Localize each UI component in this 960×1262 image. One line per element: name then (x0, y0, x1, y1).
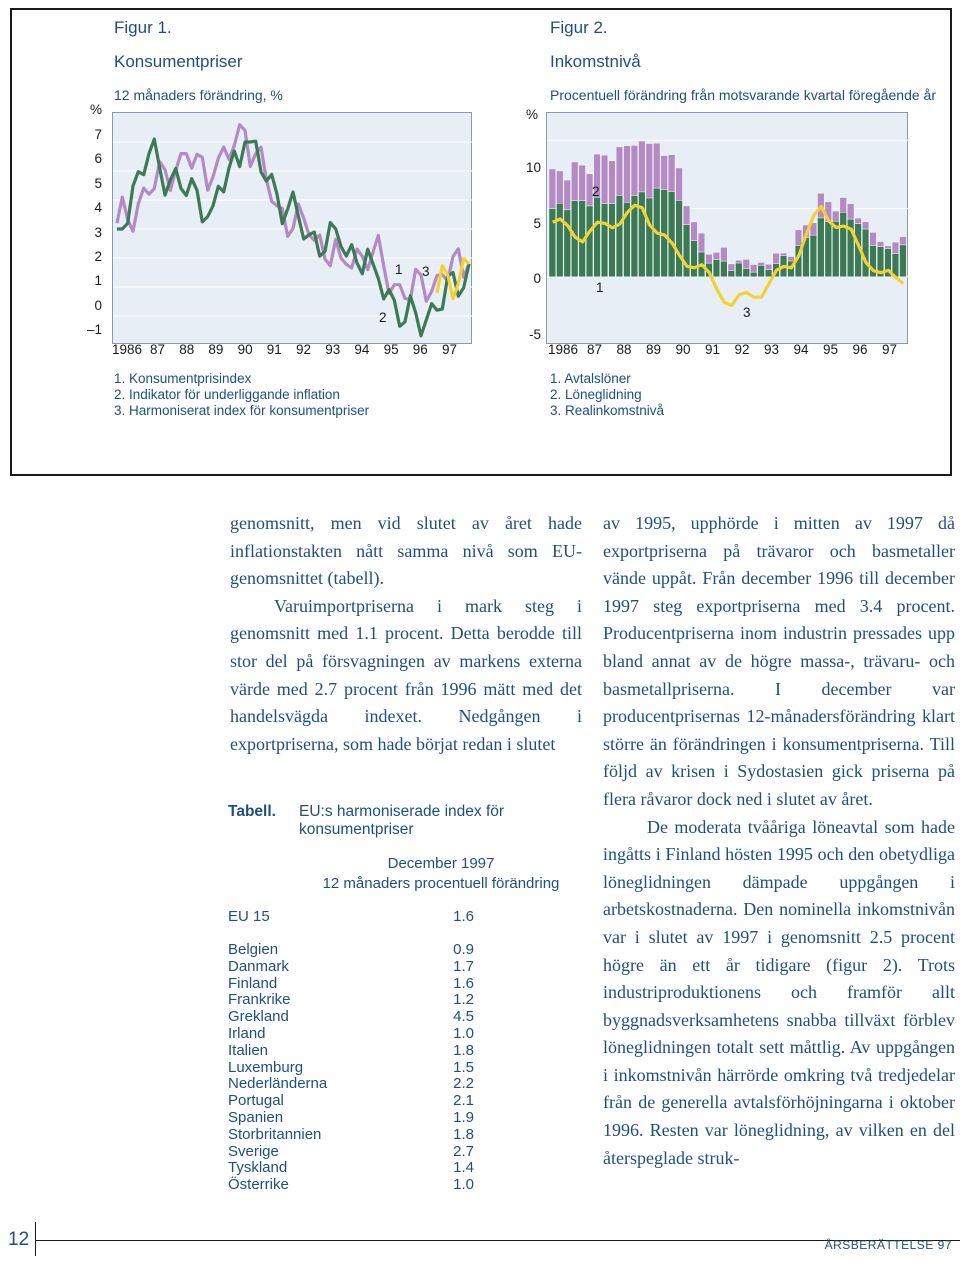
bar-loneglidning (713, 252, 720, 259)
table-row (228, 1176, 488, 1193)
bar-loneglidning (862, 222, 869, 229)
bar-avtalsloner (586, 206, 593, 277)
bar-loneglidning (668, 155, 675, 192)
legend-item: 3. Harmoniserat index för konsumentpriser (114, 403, 370, 418)
x-tick-label: 87 (587, 342, 603, 357)
x-tick-label: 96 (412, 342, 428, 357)
x-tick-label: 93 (764, 342, 780, 357)
legend-item: 2. Löneglidning (550, 387, 642, 402)
country-name: Finland (228, 974, 278, 992)
y-tick-label: 0 (533, 271, 541, 286)
x-tick-label: 1986 (112, 342, 143, 357)
table-row (228, 1075, 488, 1092)
bar-loneglidning (870, 232, 877, 245)
country-name: Tyskland (228, 1159, 288, 1177)
x-tick-label: 91 (705, 342, 721, 357)
bar-loneglidning (900, 237, 907, 245)
bar-loneglidning (743, 259, 750, 268)
footer-rule (35, 1240, 960, 1241)
x-tick-label: 93 (325, 342, 341, 357)
x-tick-label: 90 (237, 342, 253, 357)
bar-avtalsloner (818, 218, 825, 277)
country-value: 2.2 (453, 1075, 474, 1093)
bar-avtalsloner (721, 261, 728, 277)
figure1-title: Konsumentpriser (114, 52, 243, 71)
x-tick-label: 92 (734, 342, 750, 357)
x-tick-label: 92 (296, 342, 312, 357)
country-name: Sverige (228, 1142, 279, 1160)
figure1-unit: % (90, 102, 103, 117)
country-name: Grekland (228, 1008, 289, 1026)
bar-avtalsloner (639, 192, 646, 277)
bar-loneglidning (706, 254, 713, 263)
country-value: 1.6 (453, 908, 474, 925)
country-value: 1.8 (453, 1125, 474, 1143)
x-tick-label: 97 (882, 342, 898, 357)
figure2-subtitle: Procentuell förändring från motsvarande kvartal föregående år (550, 87, 936, 103)
table-row (228, 1042, 488, 1059)
table-row (228, 1059, 488, 1076)
bar-avtalsloner (676, 200, 683, 276)
y-tick-label: 7 (94, 127, 102, 142)
country-value: 1.2 (453, 991, 474, 1009)
bar-avtalsloner (900, 245, 907, 277)
figure1-chart (113, 113, 473, 345)
left-column-text (230, 510, 582, 758)
figure2-legend (550, 371, 664, 419)
bar-loneglidning (601, 155, 608, 203)
bar-avtalsloner (616, 195, 623, 276)
legend-item: 1. Konsumentprisindex (114, 371, 252, 386)
bar-loneglidning (758, 262, 765, 265)
table-row (228, 1025, 488, 1042)
bar-avtalsloner (832, 221, 839, 276)
bar-loneglidning (676, 168, 683, 200)
bar-loneglidning (773, 253, 780, 263)
x-tick-label: 89 (646, 342, 662, 357)
country-name: Luxemburg (228, 1058, 304, 1076)
bar-avtalsloner (713, 260, 720, 277)
bar-loneglidning (564, 180, 571, 210)
figure1-legend (114, 371, 369, 419)
bar-loneglidning (631, 145, 638, 195)
bar-avtalsloner (668, 192, 675, 277)
bar-avtalsloner (683, 225, 690, 277)
country-value: 1.6 (453, 974, 474, 992)
bar-loneglidning (683, 206, 690, 225)
x-tick-label: 1986 (548, 342, 579, 357)
country-value: 1.9 (453, 1109, 474, 1126)
table-col-header-1: December 1997 (387, 855, 495, 872)
paragraph: genomsnitt, men vid slutet av året hade inflationstakten nått samma nivå som EU-genomsnittet (tabell). (230, 513, 582, 589)
bar-loneglidning (698, 233, 705, 252)
country-value: 1.8 (453, 1041, 474, 1059)
country-value: 1.4 (453, 1159, 474, 1177)
legend-item: 1. Avtalslöner (550, 371, 631, 386)
country-value: 1.0 (453, 1176, 474, 1194)
legend-item: 3. Realinkomstnivå (550, 403, 665, 418)
country-value: 2.7 (453, 1142, 474, 1160)
bar-avtalsloner (750, 272, 757, 277)
paragraph: Varuimportpriserna i mark steg i genomsnitt med 1.1 procent. Detta berodde till stor del på försvagningen av markens externa värde med 2.7 procent från 1996 mätt med det handelsvägda indexet. Nedgången i exportpriserna, som hade börjat redan i slutet (230, 595, 582, 754)
table-title: EU:s harmoniserade index för konsumentpriser (299, 803, 505, 838)
country-value: 4.5 (453, 1008, 474, 1026)
series-underlying-inflation-line (117, 139, 469, 336)
bar-loneglidning (735, 260, 742, 263)
bar-loneglidning (765, 264, 772, 269)
bar-avtalsloner (758, 265, 765, 277)
bar-loneglidning (780, 253, 787, 256)
bar-avtalsloner (609, 204, 616, 277)
bar-loneglidning (549, 169, 556, 209)
y-tick-label: 4 (94, 200, 102, 216)
bar-loneglidning (728, 264, 735, 271)
table-row-eu (228, 908, 488, 925)
series-kpi-line (117, 125, 469, 301)
hicp-table (228, 803, 578, 1203)
table-row (228, 941, 488, 958)
bar-loneglidning (639, 141, 646, 192)
bar-avtalsloner (735, 263, 742, 277)
bar-avtalsloner (743, 268, 750, 276)
bar-avtalsloner (728, 271, 735, 277)
bar-loneglidning (556, 171, 563, 203)
bar-loneglidning (571, 162, 578, 201)
y-tick-label: 5 (533, 215, 541, 231)
x-tick-label: 91 (266, 342, 282, 357)
y-tick-label: 10 (525, 160, 541, 175)
table-row (228, 975, 488, 992)
figure2-label: Figur 2. (550, 18, 608, 37)
bar-loneglidning (579, 165, 586, 200)
table-col-header-2: 12 månaders procentuell förändring (322, 875, 560, 892)
x-tick-label: 94 (354, 342, 370, 357)
y-tick-label: –1 (86, 322, 102, 338)
figure2-plot-area (546, 112, 908, 344)
bar-loneglidning (721, 247, 728, 261)
y-tick-label: 6 (94, 151, 102, 167)
bar-loneglidning (750, 265, 757, 273)
y-tick-label: 0 (94, 297, 102, 313)
bar-avtalsloner (646, 198, 653, 277)
table-row (228, 1008, 488, 1025)
table-row (228, 1159, 488, 1176)
x-tick-label: 95 (823, 342, 839, 357)
bar-loneglidning (653, 143, 660, 188)
country-name: Belgien (228, 941, 279, 958)
bar-loneglidning (795, 230, 802, 246)
y-tick-label: 2 (94, 249, 102, 264)
x-tick-label: 95 (383, 342, 399, 357)
bar-avtalsloner (556, 203, 563, 277)
y-tick-label: 5 (94, 175, 102, 191)
bar-avtalsloner (564, 210, 571, 277)
paragraph: av 1995, upphörde i mitten av 1997 då exportpriserna på trävaror och basmetaller vände uppåt. Från december 1996 till december 1997 steg exportpriserna med 3.4 procent. Producentpriserna inom industrin pressades upp bland annat av de högre massa-, trävaru- och basmetallpriserna. I december var producentprisernas 12-månadersförändring klart större än förändringen i konsumentpriserna. Till följd av krisen i Sydostasien gick priserna på flera råvaror dock ned i slutet av året. (603, 513, 955, 809)
paragraph: De moderata tvååriga löneavtal som hade ingåtts i Finland hösten 1995 och den obetydliga löneglidningen dämpade uppgången i arbetskostnaderna. Den nominella inkomstnivån var i slutet av 1997 i genomsnitt 2.5 procent högre än ett år tidigare (figur 2). Trots industriproduktionens och framför allt byggnadsverksamhetens snabba tillväxt förblev löneglidningen totalt sett måttlig. Av uppgången i inkomstnivån härrörde omkring två tredjedelar från de generella avtalsförhöjningarna i oktober 1996. Resten var löneglidning, av vilken en del återspeglade struk- (603, 816, 955, 1168)
country-name: Nederländerna (228, 1075, 328, 1093)
x-tick-label: 90 (675, 342, 691, 357)
bar-loneglidning (855, 218, 862, 224)
country-name: Irland (228, 1025, 266, 1042)
bar-loneglidning (832, 211, 839, 221)
bar-loneglidning (847, 204, 854, 219)
figure1-label: Figur 1. (114, 18, 172, 37)
figure2-title: Inkomstnivå (550, 52, 641, 71)
bar-avtalsloner (825, 222, 832, 277)
bar-loneglidning (661, 156, 668, 190)
bar-avtalsloner (810, 235, 817, 277)
y-tick-label: 3 (94, 224, 102, 240)
figure2-marker-1: 1 (596, 280, 604, 295)
x-tick-label: 94 (793, 342, 809, 357)
figure2-marker-3: 3 (743, 305, 751, 320)
page-number: 12 (8, 1229, 30, 1250)
bar-avtalsloner (594, 197, 601, 277)
figure2-chart (547, 113, 909, 345)
bar-loneglidning (691, 222, 698, 241)
country-value: 1.7 (453, 957, 474, 975)
x-tick-label: 87 (150, 342, 166, 357)
y-tick-label: -5 (528, 326, 541, 342)
country-name: Italien (228, 1041, 269, 1059)
figure1-marker-1: 1 (395, 262, 403, 277)
country-value: 0.9 (453, 941, 474, 958)
bar-loneglidning (609, 161, 616, 204)
country-name: Portugal (228, 1092, 284, 1110)
x-tick-label: 89 (208, 342, 224, 357)
figure1-marker-2: 2 (379, 310, 387, 325)
x-tick-label: 88 (179, 342, 195, 357)
table-label: Tabell. (228, 803, 276, 820)
bar-avtalsloner (601, 204, 608, 277)
publication-name: ÅRSBERÄTTELSE 97 (824, 1238, 952, 1252)
table-row (228, 958, 488, 975)
bar-avtalsloner (765, 270, 772, 277)
country-name: Storbritannien (228, 1125, 322, 1143)
right-column-text (603, 510, 955, 1172)
table-row (228, 1126, 488, 1143)
y-tick-label: 1 (94, 273, 102, 289)
country-name: Österrike (228, 1176, 289, 1194)
figure2-marker-2: 2 (592, 184, 600, 199)
bar-avtalsloner (840, 212, 847, 276)
country-name: Frankrike (228, 991, 291, 1009)
country-name: EU 15 (228, 908, 270, 925)
bar-loneglidning (892, 242, 899, 253)
x-tick-label: 96 (852, 342, 868, 357)
figure1-subtitle: 12 månaders förändring, % (114, 87, 283, 103)
country-name: Danmark (228, 957, 289, 975)
x-tick-label: 88 (616, 342, 632, 357)
country-value: 1.0 (453, 1025, 474, 1042)
table-row (228, 1092, 488, 1109)
bar-loneglidning (646, 144, 653, 198)
bar-loneglidning (877, 242, 884, 247)
bar-avtalsloner (549, 209, 556, 277)
bar-loneglidning (624, 146, 631, 203)
bar-avtalsloner (691, 241, 698, 277)
table-row (228, 991, 488, 1008)
country-name: Spanien (228, 1109, 284, 1126)
bar-loneglidning (788, 257, 795, 261)
legend-item: 2. Indikator för underliggande inflation (114, 387, 340, 402)
table-row (228, 1143, 488, 1160)
country-value: 2.1 (453, 1092, 474, 1110)
figure1-plot-area (112, 112, 472, 344)
x-tick-label: 97 (442, 342, 458, 357)
figure1-marker-3: 3 (422, 264, 430, 279)
figure2-unit: % (526, 107, 539, 122)
table-row (228, 1109, 488, 1126)
bar-loneglidning (885, 246, 892, 249)
bar-loneglidning (616, 147, 623, 195)
page-footer (0, 1222, 960, 1262)
country-value: 1.5 (453, 1058, 474, 1076)
bar-loneglidning (840, 198, 847, 213)
